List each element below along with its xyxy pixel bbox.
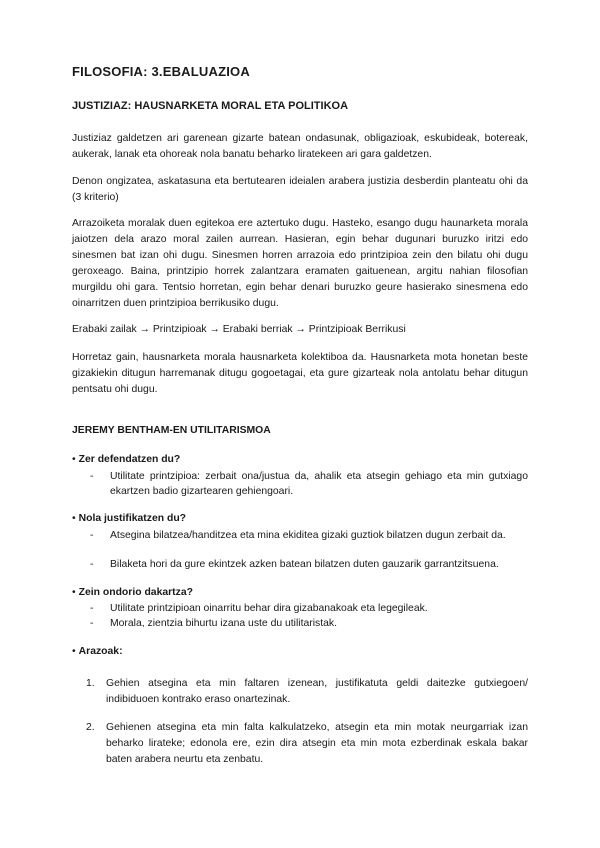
bullet: • <box>72 454 76 465</box>
section-title: JEREMY BENTHAM-EN UTILITARISMOA <box>72 425 271 436</box>
dash: - <box>90 618 94 629</box>
bullet: • <box>72 646 76 657</box>
dash: - <box>90 603 94 614</box>
list-item-text: Morala, zientzia bihurtu izana uste du utilitaristak. <box>110 618 337 629</box>
question-text: Zein ondorio dakartza? <box>78 587 193 598</box>
paragraph-5: Horretaz gain, hausnarketa morala hausnarketa kolektiboa da. Hausnarketa mota honetan beste gizakiekin ditugun harremanak ditugu gogoetagai, eta gure gizarteak nola antolatu behar ditugun pentsatu ohi dugu. <box>72 352 528 395</box>
numbered-item <box>86 676 528 708</box>
list-item-text: Utilitate printzipioan oinarritu behar dira gizabanakoak eta legegileak. <box>110 603 428 614</box>
list-item <box>90 616 528 631</box>
paragraph-4: Erabaki zailak → Printzipioak → Erabaki berriak → Printzipioak Berrikusi <box>72 324 406 335</box>
question-text: Arazoak: <box>78 646 123 657</box>
numbered-item <box>86 720 528 768</box>
question-heading <box>72 646 123 657</box>
bullet: • <box>72 513 76 524</box>
paragraph-2: Denon ongizatea, askatasuna eta bertutearen ideialen arabera justizia desberdin planteatu ohi da (3 kriterio) <box>72 176 528 203</box>
paragraph-1: Justiziaz galdetzen ari garenean gizarte batean ondasunak, obligazioak, eskubideak, botereak, aukerak, lanak eta ohoreak nola banatu beharko liratekeen ari gara galdetzen. <box>72 133 528 160</box>
question-heading <box>72 454 180 465</box>
numbered-item-text: Gehien atsegina eta min faltaren izenean, justifikatuta geldi daitezke gutxiegoen/ indibiduoen kontrako eraso onartezinak. <box>106 678 528 705</box>
dash: - <box>90 471 94 482</box>
dash: - <box>90 530 94 541</box>
numbered-item-text: Gehienen atsegina eta min falta kalkulatzeko, atsegin eta min motak neurgarriak izan beharko lirateke; edonola ere, ezin dira atsegin eta min mota ezberdinak eskala bakar baten arabera neurtu eta zenbatu. <box>106 722 528 765</box>
list-item-text: Atsegina bilatzea/handitzea eta mina ekiditea gizaki guztiok bilatzen dugun zerbait da. <box>110 530 506 541</box>
question-heading <box>72 587 193 598</box>
document-subtitle: JUSTIZIAZ: HAUSNARKETA MORAL ETA POLITIKOA <box>72 100 349 112</box>
list-item <box>90 528 528 543</box>
list-item <box>90 469 528 499</box>
question-text: Zer defendatzen du? <box>78 454 181 465</box>
item-number: 2. <box>86 722 95 733</box>
list-item <box>90 601 528 616</box>
dash: - <box>90 559 94 570</box>
document-title: FILOSOFIA: 3.EBALUAZIOA <box>72 64 250 79</box>
bullet: • <box>72 587 76 598</box>
list-item-text: Utilitate printzipioa: zerbait ona/justua da, ahalik eta atsegin gehiago eta min gutxiago ekartzen badio gizartearen gehiengoari. <box>110 471 528 497</box>
question-text: Nola justifikatzen du? <box>78 513 187 524</box>
list-item-text: Bilaketa hori da gure ekintzek azken batean bilatzen duten gauzarik garrantzitsuena. <box>110 559 499 570</box>
question-heading <box>72 513 186 524</box>
item-number: 1. <box>86 678 95 689</box>
list-item <box>90 557 528 572</box>
paragraph-3: Arrazoiketa moralak duen egitekoa ere aztertuko dugu. Hasteko, esango dugu haunarketa morala jaiotzen dela arazo moral zailen aurrean. Hasieran, egin behar dugunari buruzko iritzi edo sinesmen bat izan ohi dugu. Sinesmen horren arrazoia edo printzipioa zein den bilatu ohi dugu geroxeago. Baina, printzipio horrek zalantzara eramaten gaituenean, argitu nahian filosofian murgildu ohi gara. Tentsio horretan, egin behar denari buruzko geure hasierako sinesmena edo oinarritzen duen printzipioa berrikusiko dugu. <box>72 218 528 309</box>
